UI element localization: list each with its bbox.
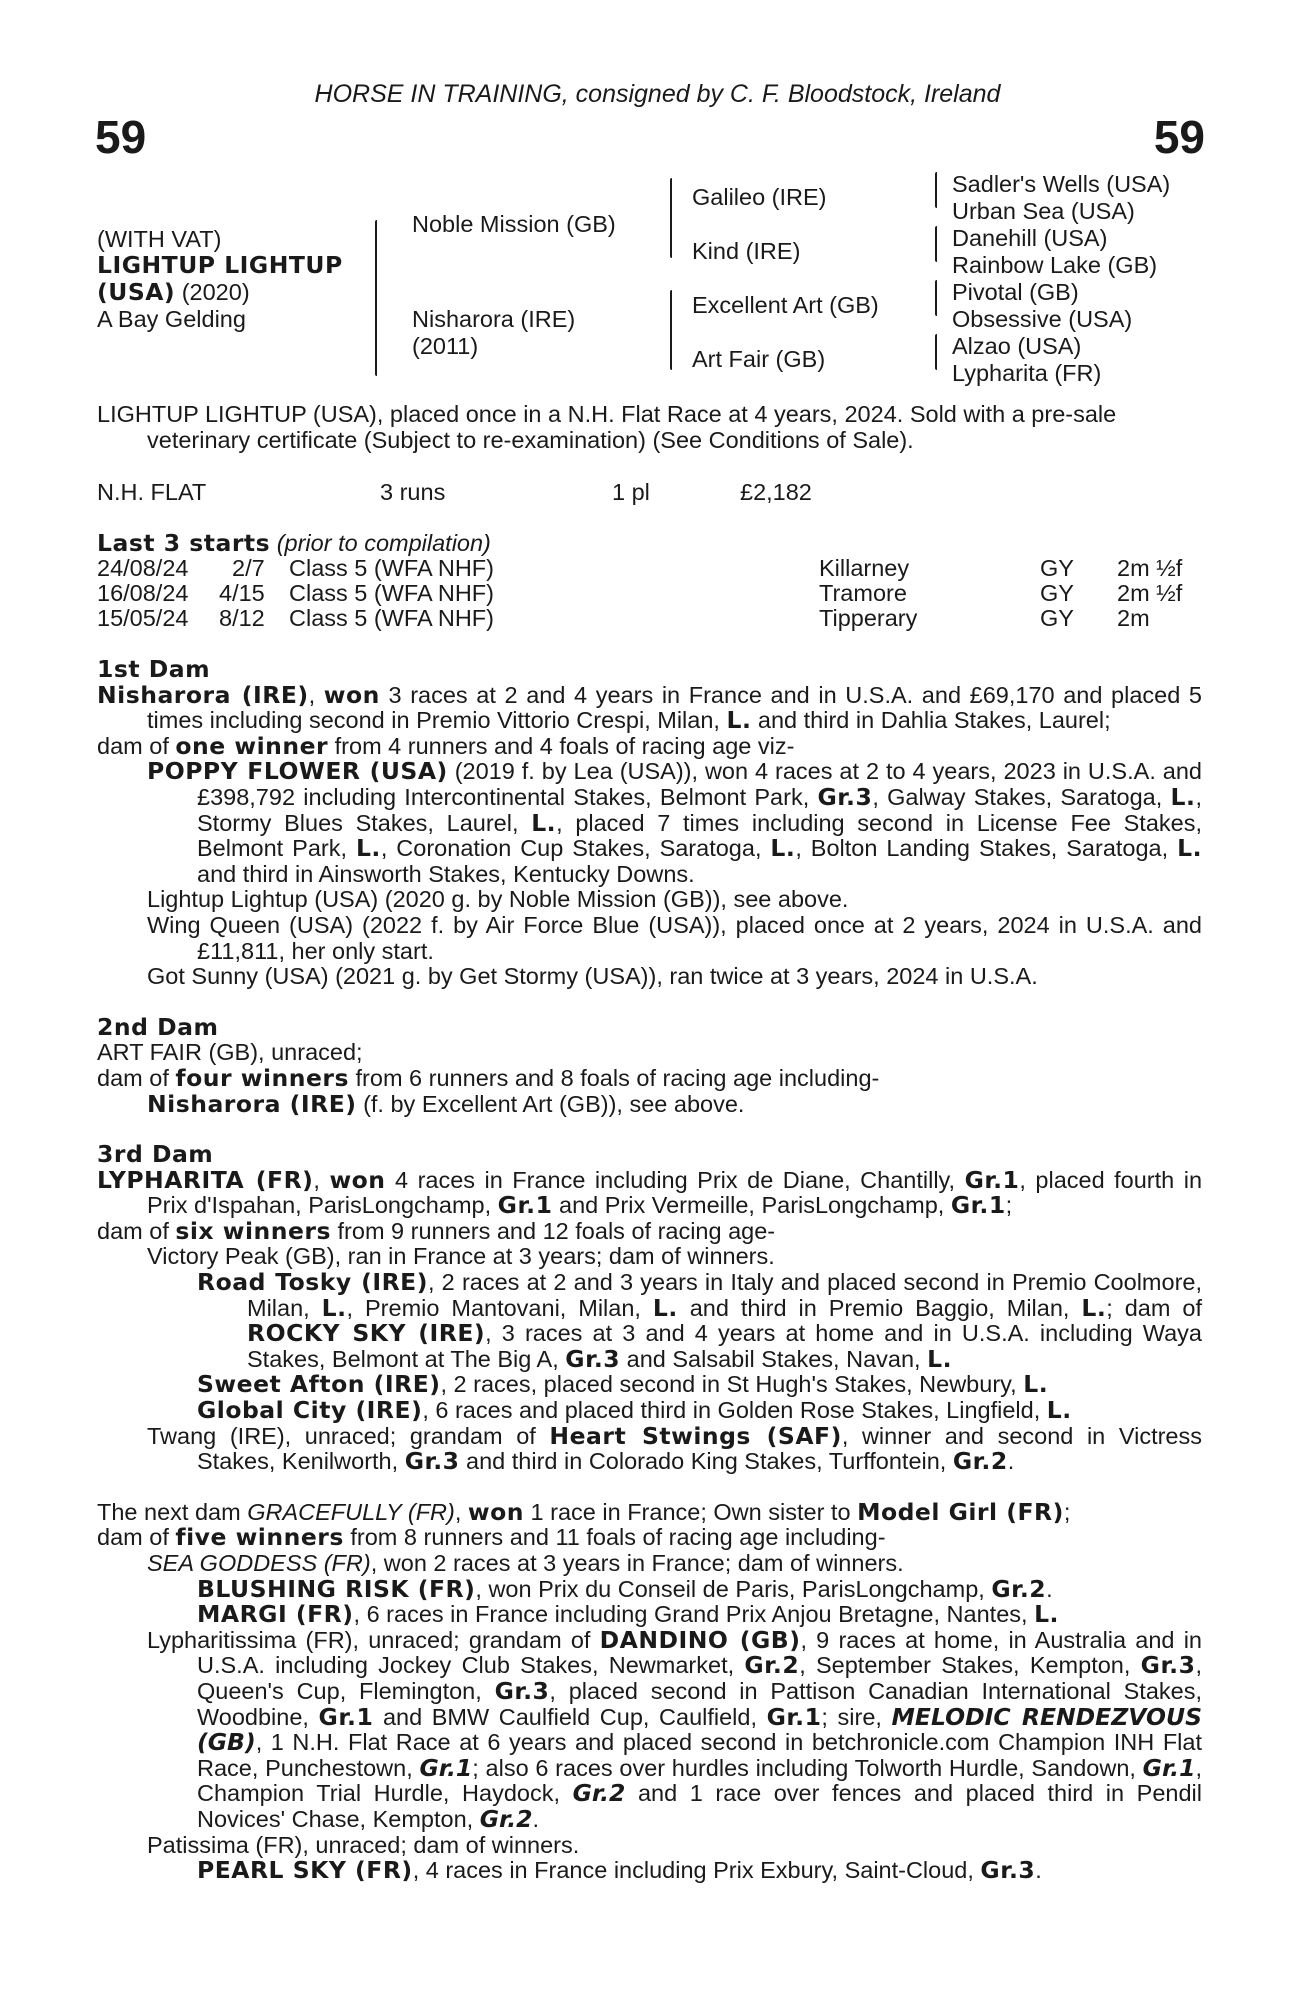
start-position: 8/12: [219, 605, 265, 631]
record-earnings: £2,182: [740, 479, 812, 505]
pedigree-sire: Noble Mission (GB): [412, 211, 616, 237]
lot-number-right: 59: [1153, 111, 1205, 163]
produce-wing-queen: Wing Queen (USA) (2022 f. by Air Force Blue (USA)), placed once at 2 years, 2024 in U.S.A. and £11,811, her only start.: [147, 911, 1202, 964]
horse-description: A Bay Gelding: [97, 306, 246, 332]
pedigree-ddd: Lypharita (FR): [952, 360, 1102, 386]
pedigree-dam: Nisharora (IRE): [412, 306, 576, 332]
last-starts-heading: [97, 529, 491, 557]
start-going: GY: [1040, 555, 1074, 581]
dam3-record: LYPHARITA (FR), won 4 races in France including Prix de Diane, Chantilly, Gr.1, placed fourth in Prix d'Ispahan, ParisLongchamp, Gr.1 and Prix Vermeille, ParisLongchamp, Gr.1;: [97, 1165, 1203, 1220]
pedigree-dam-sire: Excellent Art (GB): [692, 292, 879, 318]
pedigree-dam-year: (2011): [412, 333, 479, 359]
start-class: Class 5 (WFA NHF): [289, 580, 494, 606]
horse-name: LIGHTUP LIGHTUP: [97, 251, 343, 279]
intro-block: [97, 402, 1202, 453]
start-distance: 2m ½f: [1117, 580, 1183, 606]
record-runs: 3 runs: [380, 479, 446, 505]
pedigree-dds: Alzao (USA): [952, 333, 1082, 359]
dam-sections: [97, 657, 1202, 1884]
start-date: 24/08/24: [97, 555, 189, 581]
start-class: Class 5 (WFA NHF): [289, 605, 494, 631]
pedigree-dss: Pivotal (GB): [952, 279, 1079, 305]
pedigree-ssd: Urban Sea (USA): [952, 198, 1135, 224]
start-course: Tramore: [819, 580, 907, 606]
next-dam-record: The next dam GRACEFULLY (FR), won 1 race in France; Own sister to Model Girl (FR);: [97, 1497, 1071, 1526]
start-class: Class 5 (WFA NHF): [289, 555, 494, 581]
start-position: 2/7: [232, 555, 265, 581]
horse-year: (2020): [175, 279, 250, 305]
produce-blushing-risk: BLUSHING RISK (FR), won Prix du Conseil de Paris, ParisLongchamp, Gr.2.: [197, 1574, 1053, 1603]
produce-sea-goddess: SEA GODDESS (FR), won 2 races at 3 years in France; dam of winners.: [147, 1550, 904, 1576]
catalogue-header: HORSE IN TRAINING, consigned by C. F. Bloodstock, Ireland: [314, 80, 1001, 108]
pedigree-sss: Sadler's Wells (USA): [952, 171, 1171, 197]
start-course: Tipperary: [819, 605, 918, 631]
last-starts-title: Last 3 starts: [97, 529, 271, 557]
start-going: GY: [1040, 605, 1074, 631]
pedigree-sdd: Rainbow Lake (GB): [952, 252, 1158, 278]
dam2-produce-summary: dam of four winners from 6 runners and 8 foals of racing age including-: [97, 1063, 880, 1092]
record-placed: 1 pl: [612, 479, 650, 505]
dam1-name: Nisharora (IRE): [97, 680, 309, 709]
start-going: GY: [1040, 580, 1074, 606]
produce-lypharitissima: Lypharitissima (FR), unraced; grandam of DANDINO (GB), 9 races at home, in Australia and in U.S.A. including Jockey Club Stakes, Newmarket, Gr.2, September Stakes, Kempton, Gr.3, Queen's Cup, Flemington, Gr.3, placed second in Pattison Canadian International Stakes, Woodbine, Gr.1 and BMW Caulfield Cup, Caulfield, Gr.1; sire, MELODIC RENDEZVOUS (GB), 1 N.H. Flat Race at 6 years and placed second in betchronicle.com Champion INH Flat Race, Punchestown, Gr.1; also 6 races over hurdles including Tolworth Hurdle, Sandown, Gr.1, Champion Trial Hurdle, Haydock, Gr.2 and 1 race over fences and placed third in Pendil Novices' Chase, Kempton, Gr.2.: [147, 1625, 1203, 1833]
dam2-record: ART FAIR (GB), unraced;: [97, 1039, 363, 1066]
horse-name-line2: [97, 279, 250, 306]
horse-country: (USA): [97, 278, 176, 306]
pedigree-brace-dam: [670, 290, 672, 370]
next-dam-produce-summary: dam of five winners from 8 runners and 11 foals of racing age including-: [97, 1523, 886, 1552]
pedigree-sire-dam: Kind (IRE): [692, 238, 801, 264]
pedigree-brace-sd: [935, 226, 937, 262]
pedigree-dam-dam: Art Fair (GB): [692, 346, 826, 372]
won-label: won: [323, 680, 380, 709]
dam1-record: Nisharora (IRE), won 3 races at 2 and 4 years in France and in U.S.A. and £69,170 and placed 5 times including second in Premio Vittorio Crespi, Milan, L. and third in Dahlia Stakes, Laurel;: [97, 680, 1202, 735]
last-starts-note: (prior to compilation): [270, 530, 491, 556]
produce-poppy-flower: POPPY FLOWER (USA) (2019 f. by Lea (USA)), won 4 races at 2 to 4 years, 2023 in U.S.A. and £398,792 including Intercontinental Stakes, Belmont Park, Gr.3, Galway Stakes, Saratoga, L., Stormy Blues Stakes, Laurel, L., placed 7 times including second in License Fee Stakes, Belmont Park, L., Coronation Cup Stakes, Saratoga, L., Bolton Landing Stakes, Saratoga, L. and third in Ainsworth Stakes, Kentucky Downs.: [147, 757, 1202, 887]
produce-sweet-afton: Sweet Afton (IRE), 2 races, placed second in St Hugh's Stakes, Newbury, L.: [197, 1370, 1049, 1399]
dam3-heading: 3rd Dam: [97, 1140, 214, 1169]
produce-lightup: Lightup Lightup (USA) (2020 g. by Noble Mission (GB)), see above.: [147, 886, 849, 913]
pedigree-dsd: Obsessive (USA): [952, 306, 1133, 332]
produce-got-sunny: Got Sunny (USA) (2021 g. by Get Stormy (USA)), ran twice at 3 years, 2024 in U.S.A.: [147, 963, 1038, 990]
dam1-produce-summary: dam of one winner from 4 runners and 4 foals of racing age viz-: [97, 731, 795, 760]
intro-line2: veterinary certificate (Subject to re-examination) (See Conditions of Sale).: [147, 426, 914, 453]
pedigree-sds: Danehill (USA): [952, 225, 1108, 251]
start-distance: 2m ½f: [1117, 555, 1183, 581]
pedigree-sire-sire: Galileo (IRE): [692, 184, 827, 210]
start-date: 15/05/24: [97, 605, 189, 631]
lot-number-left: 59: [95, 111, 147, 163]
produce-twang: Twang (IRE), unraced; grandam of Heart Stwings (SAF), winner and second in Victress Stakes, Kenilworth, Gr.3 and third in Colorado King Stakes, Turffontein, Gr.2.: [147, 1421, 1202, 1476]
produce-victory-peak: Victory Peak (GB), ran in France at 3 years; dam of winners.: [147, 1243, 775, 1270]
record-type: N.H. FLAT: [97, 479, 207, 505]
produce-margi: MARGI (FR), 6 races in France including Grand Prix Anjou Bretagne, Nantes, L.: [197, 1600, 1059, 1629]
produce-pearl-sky: PEARL SKY (FR), 4 races in France including Prix Exbury, Saint-Cloud, Gr.3.: [197, 1856, 1042, 1885]
pedigree-brace-sire: [670, 178, 672, 258]
start-distance: 2m: [1117, 605, 1150, 631]
dam2-heading: 2nd Dam: [97, 1012, 219, 1041]
produce-nisharora: Nisharora (IRE) (f. by Excellent Art (GB)), see above.: [147, 1089, 745, 1118]
produce-patissima: Patissima (FR), unraced; dam of winners.: [147, 1831, 580, 1858]
dam3-produce-summary: dam of six winners from 9 runners and 12 foals of racing age-: [97, 1216, 776, 1245]
pedigree-brace-ss: [935, 172, 937, 208]
horse-vat: (WITH VAT): [97, 226, 222, 252]
start-date: 16/08/24: [97, 580, 189, 606]
produce-global-city: Global City (IRE), 6 races and placed third in Golden Rose Stakes, Lingfield, L.: [197, 1396, 1072, 1425]
dam1-heading: 1st Dam: [97, 655, 211, 683]
pedigree-brace-ds: [935, 280, 937, 316]
produce-road-tosky: Road Tosky (IRE), 2 races at 2 and 3 years in Italy and placed second in Premio Coolmore, Milan, L., Premio Mantovani, Milan, L. and third in Premio Baggio, Milan, L.; dam of ROCKY SKY (IRE), 3 races at 3 and 4 years at home and in U.S.A. including Waya Stakes, Belmont at The Big A, Gr.3 and Salsabil Stakes, Navan, L.: [197, 1268, 1202, 1373]
start-course: Killarney: [819, 555, 910, 581]
start-row: [97, 580, 1202, 605]
start-row: [97, 555, 1202, 580]
start-position: 4/15: [219, 580, 265, 606]
start-row: [97, 605, 1202, 630]
pedigree-brace-dd: [935, 334, 937, 370]
pedigree-brace-main: [375, 220, 377, 376]
intro-line1: LIGHTUP LIGHTUP (USA), placed once in a N.H. Flat Race at 4 years, 2024. Sold with a pre-sale: [97, 401, 1117, 427]
